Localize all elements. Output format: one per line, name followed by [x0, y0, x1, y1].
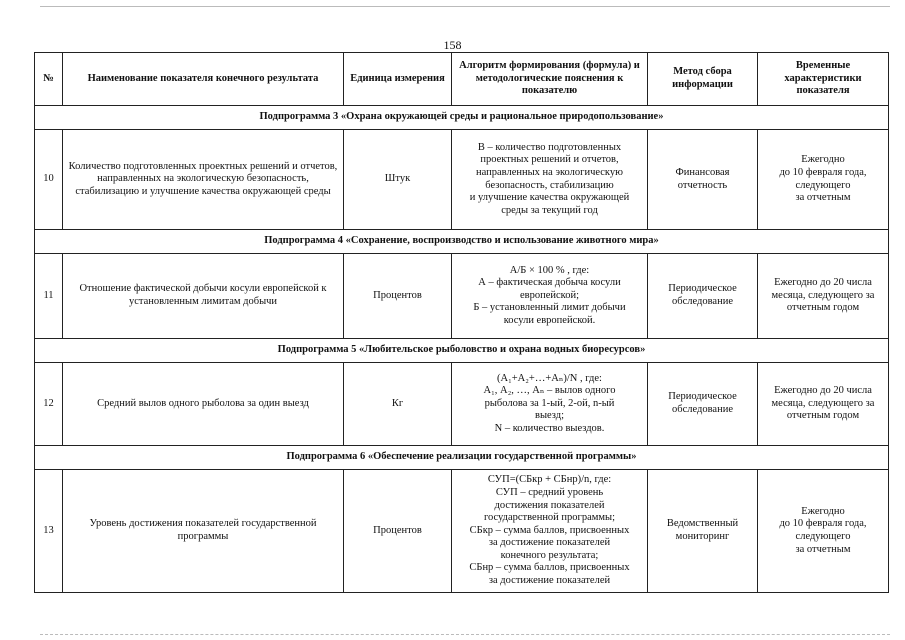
subprogram-title: Подпрограмма 4 «Сохранение, воспроизводство и использование животного мира» [35, 230, 889, 254]
row-num: 12 [35, 363, 63, 446]
row-algo: В – количество подготовленных проектных решений и отчетов, направленных на экологическую безопасность, стабилизацию и улучшение качества окружающей среды за текущий год [452, 130, 648, 230]
row-num: 10 [35, 130, 63, 230]
header-method: Метод сбора информации [648, 53, 758, 106]
table-row [35, 254, 889, 339]
header-time: Временные характеристики показателя [758, 53, 889, 106]
header-num: № [35, 53, 63, 106]
table-row [35, 363, 889, 446]
page-number: 158 [443, 38, 462, 52]
row-algo: СУП=(СБкр + СБнр)/n, где: СУП – средний уровень достижения показателей государственной программы; СБкр – сумма баллов, присвоенных за достижение показателей конечного результата; СБнр – сумма баллов, присвоенных за достижение показателей [452, 470, 648, 593]
row-name: Отношение фактической добычи косули европейской к установленным лимитам добычи [63, 254, 344, 339]
row-time: Ежегодно до 20 числа месяца, следующего за отчетным годом [758, 363, 889, 446]
row-unit: Процентов [344, 254, 452, 339]
row-name: Средний вылов одного рыболова за один выезд [63, 363, 344, 446]
subprogram-title: Подпрограмма 5 «Любительское рыболовство и охрана водных биоресурсов» [35, 339, 889, 363]
row-time: Ежегодно до 20 числа месяца, следующего за отчетным годом [758, 254, 889, 339]
row-num: 11 [35, 254, 63, 339]
row-method: Финансовая отчетность [648, 130, 758, 230]
subprogram-row [35, 230, 889, 254]
top-rule [40, 6, 890, 7]
header-unit: Единица измерения [344, 53, 452, 106]
subprogram-row [35, 106, 889, 130]
row-method: Ведомственный мониторинг [648, 470, 758, 593]
row-method: Периодическое обследование [648, 254, 758, 339]
header-name: Наименование показателя конечного результата [63, 53, 344, 106]
row-name: Количество подготовленных проектных решений и отчетов, направленных на экологическую безопасность, стабилизацию и улучшение качества окружающей среды [63, 130, 344, 230]
subprogram-title: Подпрограмма 3 «Охрана окружающей среды и рациональное природопользование» [35, 106, 889, 130]
subprogram-row [35, 339, 889, 363]
row-algo: А/Б × 100 % , где: А – фактическая добыча косули европейской; Б – установленный лимит добычи косули европейской. [452, 254, 648, 339]
row-time: Ежегодно до 10 февраля года, следующего за отчетным [758, 130, 889, 230]
subprogram-row [35, 446, 889, 470]
row-algo: (А₁+А₂+…+Аₙ)/N , где: А₁, А₂, …, Аₙ – вылов одного рыболова за 1-ый, 2-ой, n-ый выезд; N – количество выездов. [452, 363, 648, 446]
table-row [35, 130, 889, 230]
indicators-table [34, 52, 889, 593]
subprogram-title: Подпрограмма 6 «Обеспечение реализации государственной программы» [35, 446, 889, 470]
bottom-rule [40, 634, 890, 635]
row-name: Уровень достижения показателей государственной программы [63, 470, 344, 593]
row-unit: Штук [344, 130, 452, 230]
row-method: Периодическое обследование [648, 363, 758, 446]
row-num: 13 [35, 470, 63, 593]
row-unit: Процентов [344, 470, 452, 593]
header-row [35, 53, 889, 106]
row-time: Ежегодно до 10 февраля года, следующего за отчетным [758, 470, 889, 593]
row-unit: Кг [344, 363, 452, 446]
table-row [35, 470, 889, 593]
header-algo: Алгоритм формирования (формула) и методологические пояснения к показателю [452, 53, 648, 106]
